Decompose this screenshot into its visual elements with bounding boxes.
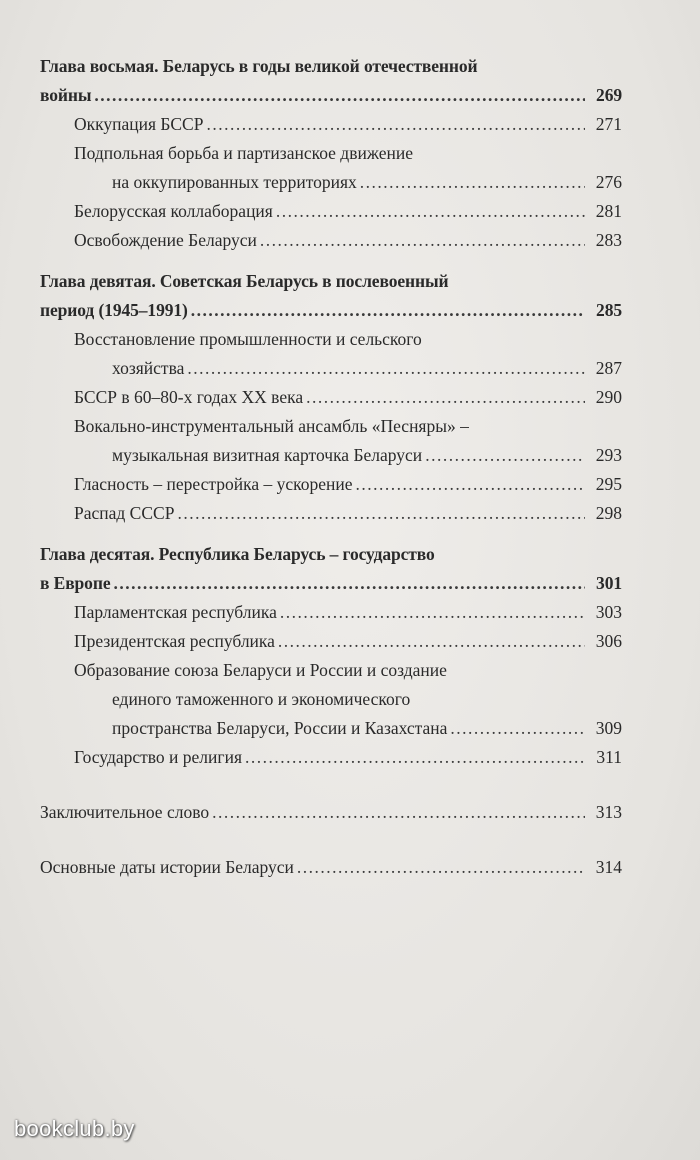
toc-entry	[40, 110, 622, 139]
leader-dots	[177, 499, 585, 528]
entry-title: БССР в 60–80-х годах XX века	[74, 387, 304, 407]
leader-dots	[297, 853, 585, 882]
chapter-8-title-text2: войны	[40, 85, 92, 105]
entry-title: Парламентская республика	[74, 602, 277, 622]
entry-page: 287	[595, 358, 622, 378]
toc-entry-closing	[40, 798, 622, 827]
entry-page: 306	[595, 631, 622, 651]
leader-dots	[360, 168, 585, 197]
entry-title: Президентская республика	[74, 631, 275, 651]
chapter-9-title-line1	[40, 267, 622, 296]
entry-page: 283	[595, 230, 622, 250]
toc-entry	[40, 656, 622, 685]
entry-title: Заключительное слово	[40, 802, 210, 822]
leader-dots	[278, 627, 585, 656]
entry-title: Восстановление промышленности и сельского	[74, 329, 422, 349]
entry-title: Основные даты истории Беларуси	[40, 857, 294, 877]
toc-entry	[40, 470, 622, 499]
chapter-9-page: 285	[596, 300, 622, 320]
entry-page: 314	[595, 857, 622, 877]
leader-dots	[276, 197, 585, 226]
entry-page: 290	[595, 387, 622, 407]
entry-title: Белорусская коллаборация	[74, 201, 273, 221]
chapter-9-title-line2	[40, 296, 622, 325]
toc-entry	[40, 598, 622, 627]
leader-dots	[245, 743, 585, 772]
toc-entry-continuation	[40, 714, 622, 743]
entry-title: Гласность – перестройка – ускорение	[74, 474, 353, 494]
entry-page: 303	[595, 602, 622, 622]
entry-title: Распад СССР	[74, 503, 175, 523]
toc-entry	[40, 383, 622, 412]
chapter-8-title-line2	[40, 81, 622, 110]
toc-entry	[40, 226, 622, 255]
entry-title: Оккупация БССР	[74, 114, 204, 134]
toc-entry-continuation	[40, 685, 622, 714]
leader-dots	[113, 569, 585, 598]
entry-page: 293	[595, 445, 622, 465]
entry-page: 311	[596, 747, 622, 767]
chapter-10-title-line2	[40, 569, 622, 598]
spacer	[40, 255, 622, 267]
spacer	[40, 772, 622, 798]
toc-entry-continuation	[40, 354, 622, 383]
chapter-8-page: 269	[596, 85, 622, 105]
entry-title: на оккупированных территориях	[112, 172, 357, 192]
leader-dots	[206, 110, 585, 139]
toc-entry	[40, 325, 622, 354]
toc-entry	[40, 139, 622, 168]
leader-dots	[191, 296, 585, 325]
entry-page: 313	[595, 802, 622, 822]
toc-entry	[40, 197, 622, 226]
leader-dots	[212, 798, 585, 827]
chapter-8-title-text1: Глава восьмая. Беларусь в годы великой отечественной	[40, 56, 478, 76]
toc-entry	[40, 743, 622, 772]
toc-entry-dates	[40, 853, 622, 882]
entry-page: 298	[595, 503, 622, 523]
entry-page: 281	[595, 201, 622, 221]
entry-title: хозяйства	[112, 358, 185, 378]
entry-title: Подпольная борьба и партизанское движение	[74, 143, 413, 163]
entry-page: 271	[595, 114, 622, 134]
leader-dots	[280, 598, 585, 627]
leader-dots	[94, 81, 585, 110]
entry-title: музыкальная визитная карточка Беларуси	[112, 445, 423, 465]
chapter-10-title-line1	[40, 540, 622, 569]
spacer	[40, 528, 622, 540]
toc-entry-continuation	[40, 168, 622, 197]
watermark-text: bookclub.by	[14, 1116, 135, 1141]
leader-dots	[450, 714, 585, 743]
chapter-9-title-text1: Глава девятая. Советская Беларусь в послевоенный	[40, 271, 449, 291]
toc-entry	[40, 499, 622, 528]
entry-title: Образование союза Беларуси и России и создание	[74, 660, 447, 680]
toc-entry-continuation	[40, 441, 622, 470]
leader-dots	[425, 441, 585, 470]
entry-title: Вокально-инструментальный ансамбль «Песняры» –	[74, 416, 469, 436]
leader-dots	[187, 354, 585, 383]
leader-dots	[306, 383, 585, 412]
entry-title: пространства Беларуси, России и Казахстана	[112, 718, 448, 738]
chapter-10-title-text1: Глава десятая. Республика Беларусь – государство	[40, 544, 435, 564]
chapter-10-title-text2: в Европе	[40, 573, 111, 593]
leader-dots	[260, 226, 585, 255]
toc-entry	[40, 627, 622, 656]
leader-dots	[356, 470, 586, 499]
table-of-contents	[40, 52, 622, 882]
spacer	[40, 827, 622, 853]
chapter-10-page: 301	[596, 573, 622, 593]
entry-page: 295	[595, 474, 622, 494]
entry-title: единого таможенного и экономического	[112, 689, 411, 709]
entry-title: Государство и религия	[74, 747, 243, 767]
entry-page: 276	[595, 172, 622, 192]
chapter-8-title-line1	[40, 52, 622, 81]
entry-page: 309	[595, 718, 622, 738]
chapter-9-title-text2: период (1945–1991)	[40, 300, 188, 320]
toc-entry	[40, 412, 622, 441]
entry-title: Освобождение Беларуси	[74, 230, 257, 250]
